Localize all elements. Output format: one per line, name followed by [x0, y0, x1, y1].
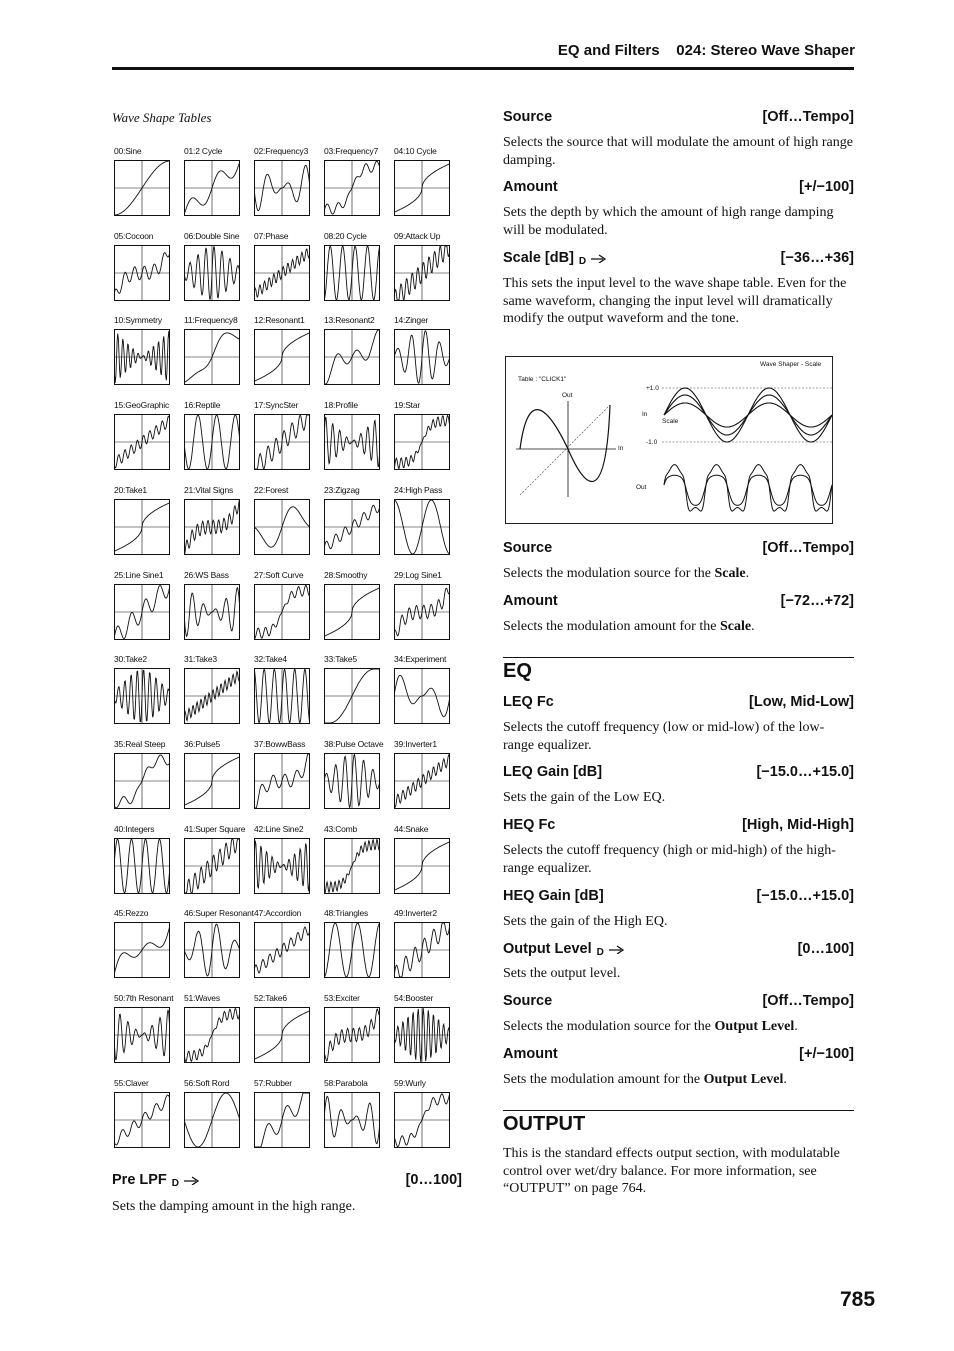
wave-table-graph	[254, 1092, 310, 1148]
wave-table-label: 41:Super Square	[184, 823, 246, 834]
wave-table-cell	[182, 824, 252, 906]
wave-table-graph	[254, 584, 310, 640]
wave-table-graph	[114, 668, 170, 724]
wave-table-graph	[254, 668, 310, 724]
wave-table-label: 37:BowwBass	[254, 738, 306, 749]
wave-table-graph	[184, 584, 240, 640]
param-heq-fc	[503, 817, 854, 833]
wave-table-graph	[324, 922, 380, 978]
wave-table-graph	[184, 838, 240, 894]
mod-arrow-icon	[184, 1175, 200, 1185]
wave-table-label: 49:Inverter2	[394, 908, 437, 919]
wave-table-cell	[182, 654, 252, 736]
diagram-in-label: In	[618, 445, 624, 452]
wave-table-label: 09:Attack Up	[394, 230, 441, 241]
wave-table-graph	[254, 838, 310, 894]
param-pre-lpf	[112, 1172, 462, 1188]
wave-table-label: 07:Phase	[254, 230, 289, 241]
wave-table-cell	[112, 993, 182, 1075]
wave-table-graph	[324, 329, 380, 385]
wave-table-cell	[392, 400, 462, 482]
param-desc: Selects the modulation amount for the Scale.	[503, 619, 755, 634]
wave-table-cell	[112, 908, 182, 990]
wave-table-label: 24:High Pass	[394, 484, 443, 495]
diagram-linear-line	[520, 405, 610, 495]
param-leq-fc	[503, 694, 854, 710]
output-rule	[503, 1110, 854, 1111]
wave-table-label: 42:Line Sine2	[254, 823, 304, 834]
output-desc: This is the standard effects output section, with modulatable control over wet/dry balance. For more information, see “OUTPUT” on page 764.	[503, 1146, 840, 1196]
wave-table-label: 54:Booster	[394, 993, 434, 1003]
param-desc: Selects the cutoff frequency (low or mid-low) of the low-range equalizer.	[503, 720, 825, 753]
wave-table-graph	[114, 160, 170, 216]
wave-table-graph	[114, 1092, 170, 1148]
wave-table-graph	[184, 922, 240, 978]
wave-table-graph	[394, 1007, 450, 1063]
wave-table-graph	[324, 160, 380, 216]
wave-table-cell	[182, 908, 252, 990]
wave-table-label: 59:Wurly	[394, 1077, 426, 1088]
wave-table-graph	[184, 753, 240, 809]
wave-table-cell	[252, 231, 322, 313]
wave-table-label: 25:Line Sine1	[114, 569, 164, 580]
output-title: OUTPUT	[503, 1113, 586, 1135]
wave-table-label: 05:Cocoon	[114, 230, 154, 241]
diagram-scale-label: Scale	[662, 418, 679, 425]
param-range: [−36…+36]	[780, 250, 854, 266]
wave-table-label: 53:Exciter	[324, 993, 360, 1003]
wave-table-graph	[254, 245, 310, 301]
param-name: HEQ Gain [dB]	[503, 888, 604, 904]
param-amount-3	[503, 1046, 854, 1062]
param-range: [+/−100]	[799, 1046, 854, 1062]
wave-table-graph	[394, 668, 450, 724]
wave-table-cell	[322, 485, 392, 567]
param-desc: Sets the modulation amount for the Output Level.	[503, 1072, 787, 1087]
wave-table-label: 15:GeoGraphic	[114, 400, 170, 411]
wave-table-cell	[252, 654, 322, 736]
wave-table-cell	[252, 993, 322, 1075]
wave-table-label: 21:Vital Signs	[184, 484, 234, 495]
param-name: Amount	[503, 179, 558, 195]
wave-shaper-scale-diagram	[505, 356, 833, 524]
wave-table-graph	[114, 245, 170, 301]
param-scale	[503, 250, 854, 266]
wave-table-cell	[252, 739, 322, 821]
header-effect: 024: Stereo Wave Shaper	[676, 42, 855, 59]
wave-table-cell	[392, 993, 462, 1075]
wave-table-cell	[112, 485, 182, 567]
param-desc: Sets the gain of the Low EQ.	[503, 790, 666, 805]
wave-table-label: 55:Claver	[114, 1077, 149, 1088]
wave-table-label: 10:Symmetry	[114, 315, 162, 326]
mod-arrow-icon	[609, 944, 625, 954]
mod-source-icon: D	[171, 1177, 180, 1189]
diagram-output-wave-2	[664, 475, 832, 505]
diagram-sine-small	[664, 403, 832, 427]
wave-table-cell	[392, 485, 462, 567]
wave-table-label: 28:Smoothy	[324, 569, 368, 580]
param-amount-2	[503, 593, 854, 609]
wave-table-graph	[254, 160, 310, 216]
wave-table-cell	[322, 1078, 392, 1160]
wave-table-graph	[254, 1007, 310, 1063]
wave-table-cell	[182, 570, 252, 652]
wave-table-label: 01:2 Cycle	[184, 146, 223, 156]
wave-table-label: 56:Soft Rord	[184, 1077, 230, 1088]
wave-table-graph	[324, 668, 380, 724]
param-desc: Selects the cutoff frequency (high or mid-high) of the high-range equalizer.	[503, 843, 836, 876]
wave-table-label: 02:Frequency3	[254, 146, 309, 156]
param-range: [Low, Mid-Low]	[749, 694, 854, 710]
wave-table-cell	[112, 1078, 182, 1160]
wave-table-graph	[114, 922, 170, 978]
param-desc: Selects the modulation source for the Output Level.	[503, 1019, 798, 1034]
wave-table-cell	[112, 315, 182, 397]
wave-table-label: 18:Profile	[324, 400, 358, 411]
param-range: [0…100]	[797, 941, 854, 957]
wave-table-cell	[112, 400, 182, 482]
wave-table-cell	[392, 1078, 462, 1160]
param-name: Pre LPF	[112, 1172, 167, 1188]
wave-table-cell	[252, 908, 322, 990]
wave-tables-caption: Wave Shape Tables	[112, 110, 212, 125]
page-number: 785	[840, 1288, 876, 1311]
param-range: [Off…Tempo]	[762, 109, 854, 125]
wave-table-cell	[392, 146, 462, 228]
wave-table-graph	[184, 668, 240, 724]
wave-table-graph	[254, 753, 310, 809]
wave-table-label: 08:20 Cycle	[324, 230, 367, 241]
wave-table-graph	[394, 922, 450, 978]
wave-table-label: 06:Double Sine	[184, 230, 240, 241]
wave-table-label: 03:Frequency7	[324, 146, 379, 156]
wave-table-label: 34:Experiment	[394, 654, 447, 665]
wave-table-cell	[182, 739, 252, 821]
wave-table-graph	[184, 329, 240, 385]
wave-table-graph	[254, 414, 310, 470]
wave-table-cell	[392, 908, 462, 990]
wave-table-cell	[392, 739, 462, 821]
wave-table-cell	[322, 315, 392, 397]
wave-table-label: 17:SyncSter	[254, 400, 299, 411]
wave-table-cell	[112, 231, 182, 313]
wave-table-cell	[392, 315, 462, 397]
wave-table-cell	[112, 570, 182, 652]
param-source-2	[503, 540, 854, 556]
wave-table-graph	[324, 245, 380, 301]
wave-table-graph	[114, 753, 170, 809]
diagram-minus-one: -1.0	[646, 439, 658, 446]
param-amount-1	[503, 179, 854, 195]
wave-table-graph	[324, 1007, 380, 1063]
wave-table-label: 04:10 Cycle	[394, 146, 437, 156]
wave-table-cell	[182, 993, 252, 1075]
param-leq-gain	[503, 764, 854, 780]
wave-table-label: 27:Soft Curve	[254, 569, 304, 580]
eq-rule	[503, 657, 854, 658]
param-range: [Off…Tempo]	[762, 993, 854, 1009]
wave-table-label: 16:Reptile	[184, 400, 221, 411]
wave-table-label: 36:Pulse5	[184, 738, 221, 749]
param-name: Amount	[503, 1046, 558, 1062]
wave-table-cell	[182, 400, 252, 482]
wave-table-graph	[324, 1092, 380, 1148]
wave-table-label: 57:Rubber	[254, 1077, 292, 1088]
wave-table-cell	[252, 315, 322, 397]
wave-table-graph	[184, 414, 240, 470]
wave-table-cell	[392, 231, 462, 313]
wave-table-cell	[182, 231, 252, 313]
param-name: Amount	[503, 593, 558, 609]
wave-table-graph	[254, 922, 310, 978]
wave-table-label: 46:Super Resonant	[184, 908, 254, 919]
wave-table-cell	[252, 146, 322, 228]
wave-table-graph	[184, 499, 240, 555]
diagram-shape-curve	[520, 405, 610, 482]
eq-title: EQ	[503, 660, 532, 682]
wave-table-graph	[394, 753, 450, 809]
param-source-3	[503, 993, 854, 1009]
wave-table-graph	[114, 329, 170, 385]
mod-arrow-icon	[591, 253, 607, 263]
wave-table-label: 52:Take6	[254, 993, 287, 1003]
mod-source-icon: D	[596, 946, 604, 958]
diagram-output-wave-1	[664, 465, 832, 512]
param-desc: Sets the depth by which the amount of high range damping will be modulated.	[503, 205, 834, 238]
wave-table-label: 31:Take3	[184, 654, 217, 665]
wave-table-cell	[322, 993, 392, 1075]
wave-table-label: 45:Rezzo	[114, 908, 149, 919]
wave-table-label: 19:Star	[394, 400, 421, 411]
param-name: LEQ Fc	[503, 694, 554, 710]
wave-table-label: 35:Real Steep	[114, 738, 166, 749]
wave-table-label: 30:Take2	[114, 654, 147, 665]
page-header	[520, 42, 855, 59]
wave-table-cell	[392, 824, 462, 906]
diagram-title: Wave Shaper - Scale	[760, 361, 822, 368]
wave-table-cell	[252, 485, 322, 567]
wave-table-cell	[112, 824, 182, 906]
wave-table-cell	[322, 908, 392, 990]
wave-table-graph	[254, 499, 310, 555]
wave-table-label: 40:Integers	[114, 823, 155, 834]
param-range: [0…100]	[405, 1172, 462, 1188]
wave-table-graph	[394, 838, 450, 894]
wave-table-label: 38:Pulse Octave	[324, 738, 384, 749]
param-name: HEQ Fc	[503, 817, 556, 833]
wave-table-graph	[184, 1092, 240, 1148]
wave-table-cell	[322, 739, 392, 821]
param-range: [High, Mid-High]	[742, 817, 854, 833]
wave-table-graph	[184, 245, 240, 301]
wave-table-label: 11:Frequency8	[184, 315, 238, 326]
param-desc: Sets the damping amount in the high range.	[112, 1199, 356, 1214]
param-name: Output Level	[503, 941, 592, 957]
header-section: EQ and Filters	[557, 42, 660, 59]
param-name: Source	[503, 993, 553, 1009]
wave-table-graph	[394, 329, 450, 385]
wave-table-label: 23:Zigzag	[324, 484, 360, 495]
wave-table-graph	[114, 1007, 170, 1063]
param-desc: Selects the source that will modulate the amount of high range damping.	[503, 135, 853, 168]
wave-table-cell	[112, 739, 182, 821]
param-name: Source	[503, 109, 553, 125]
wave-table-graph	[324, 753, 380, 809]
wave-table-cell	[252, 1078, 322, 1160]
wave-table-graph	[324, 414, 380, 470]
param-source-1	[503, 109, 854, 125]
param-desc: Sets the output level.	[503, 966, 621, 981]
wave-table-label: 00:Sine	[114, 146, 142, 156]
wave-table-graph	[394, 160, 450, 216]
wave-table-cell	[252, 824, 322, 906]
diagram-in-label-2: In	[642, 411, 648, 418]
diagram-out-label: Out	[562, 392, 573, 399]
wave-table-label: 14:Zinger	[394, 315, 429, 326]
wave-table-cell	[182, 146, 252, 228]
wave-table-graph	[394, 584, 450, 640]
wave-table-graph	[114, 499, 170, 555]
wave-table-label: 48:Triangles	[324, 908, 369, 919]
param-range: [+/−100]	[799, 179, 854, 195]
wave-table-label: 20:Take1	[114, 484, 147, 495]
wave-table-cell	[322, 570, 392, 652]
wave-table-label: 43:Comb	[324, 823, 358, 834]
wave-table-graph	[114, 838, 170, 894]
wave-table-label: 26:WS Bass	[184, 569, 229, 580]
wave-table-cell	[392, 570, 462, 652]
wave-table-label: 47:Accordion	[254, 908, 302, 919]
param-range: [−15.0…+15.0]	[756, 888, 854, 904]
wave-table-label: 33:Take5	[324, 654, 357, 665]
wave-table-cell	[252, 570, 322, 652]
param-name: Source	[503, 540, 553, 556]
wave-table-label: 29:Log Sine1	[394, 569, 442, 580]
wave-table-label: 50:7th Resonant	[114, 993, 174, 1003]
wave-table-label: 51:Waves	[184, 993, 220, 1003]
param-name: Scale [dB]	[503, 250, 574, 266]
wave-table-cell	[112, 146, 182, 228]
diagram-table-label: Table : "CLICK1"	[518, 376, 567, 383]
wave-table-label: 44:Snake	[394, 823, 429, 834]
wave-table-label: 58:Parabola	[324, 1077, 368, 1088]
header-rule	[112, 67, 854, 70]
wave-table-label: 39:Inverter1	[394, 738, 437, 749]
wave-table-graph	[114, 584, 170, 640]
wave-table-cell	[252, 400, 322, 482]
diagram-out-label-2: Out	[636, 484, 647, 491]
wave-table-cell	[322, 654, 392, 736]
wave-table-graph	[324, 584, 380, 640]
wave-table-cell	[182, 1078, 252, 1160]
param-desc: This sets the input level to the wave shape table. Even for the same waveform, changing the input level will dramatically modify the output waveform and the tone.	[503, 276, 847, 326]
wave-table-graph	[184, 1007, 240, 1063]
wave-table-graph	[394, 499, 450, 555]
wave-table-graph	[254, 329, 310, 385]
wave-table-cell	[322, 824, 392, 906]
mod-source-icon: D	[578, 255, 587, 267]
wave-table-cell	[112, 654, 182, 736]
param-range: [−15.0…+15.0]	[756, 764, 854, 780]
param-desc: Sets the gain of the High EQ.	[503, 914, 668, 929]
wave-table-graph	[324, 499, 380, 555]
wave-table-label: 32:Take4	[254, 654, 287, 665]
wave-table-label: 13:Resonant2	[324, 315, 375, 326]
param-name: LEQ Gain [dB]	[503, 764, 603, 780]
wave-table-label: 22:Forest	[254, 484, 289, 495]
wave-table-cell	[182, 315, 252, 397]
param-range: [−72…+72]	[780, 593, 854, 609]
wave-table-graph	[394, 245, 450, 301]
wave-table-graph	[114, 414, 170, 470]
wave-table-graph	[394, 414, 450, 470]
diagram-plus-one: +1.0	[646, 385, 659, 392]
wave-table-graph	[324, 838, 380, 894]
param-range: [Off…Tempo]	[762, 540, 854, 556]
wave-table-graph	[184, 160, 240, 216]
param-output-level	[503, 941, 854, 957]
param-desc: Selects the modulation source for the Scale.	[503, 566, 750, 581]
wave-table-label: 12:Resonant1	[254, 315, 305, 326]
wave-table-cell	[322, 231, 392, 313]
wave-table-cell	[322, 146, 392, 228]
param-heq-gain	[503, 888, 854, 904]
wave-table-cell	[322, 400, 392, 482]
wave-table-cell	[392, 654, 462, 736]
wave-table-graph	[394, 1092, 450, 1148]
wave-table-cell	[182, 485, 252, 567]
